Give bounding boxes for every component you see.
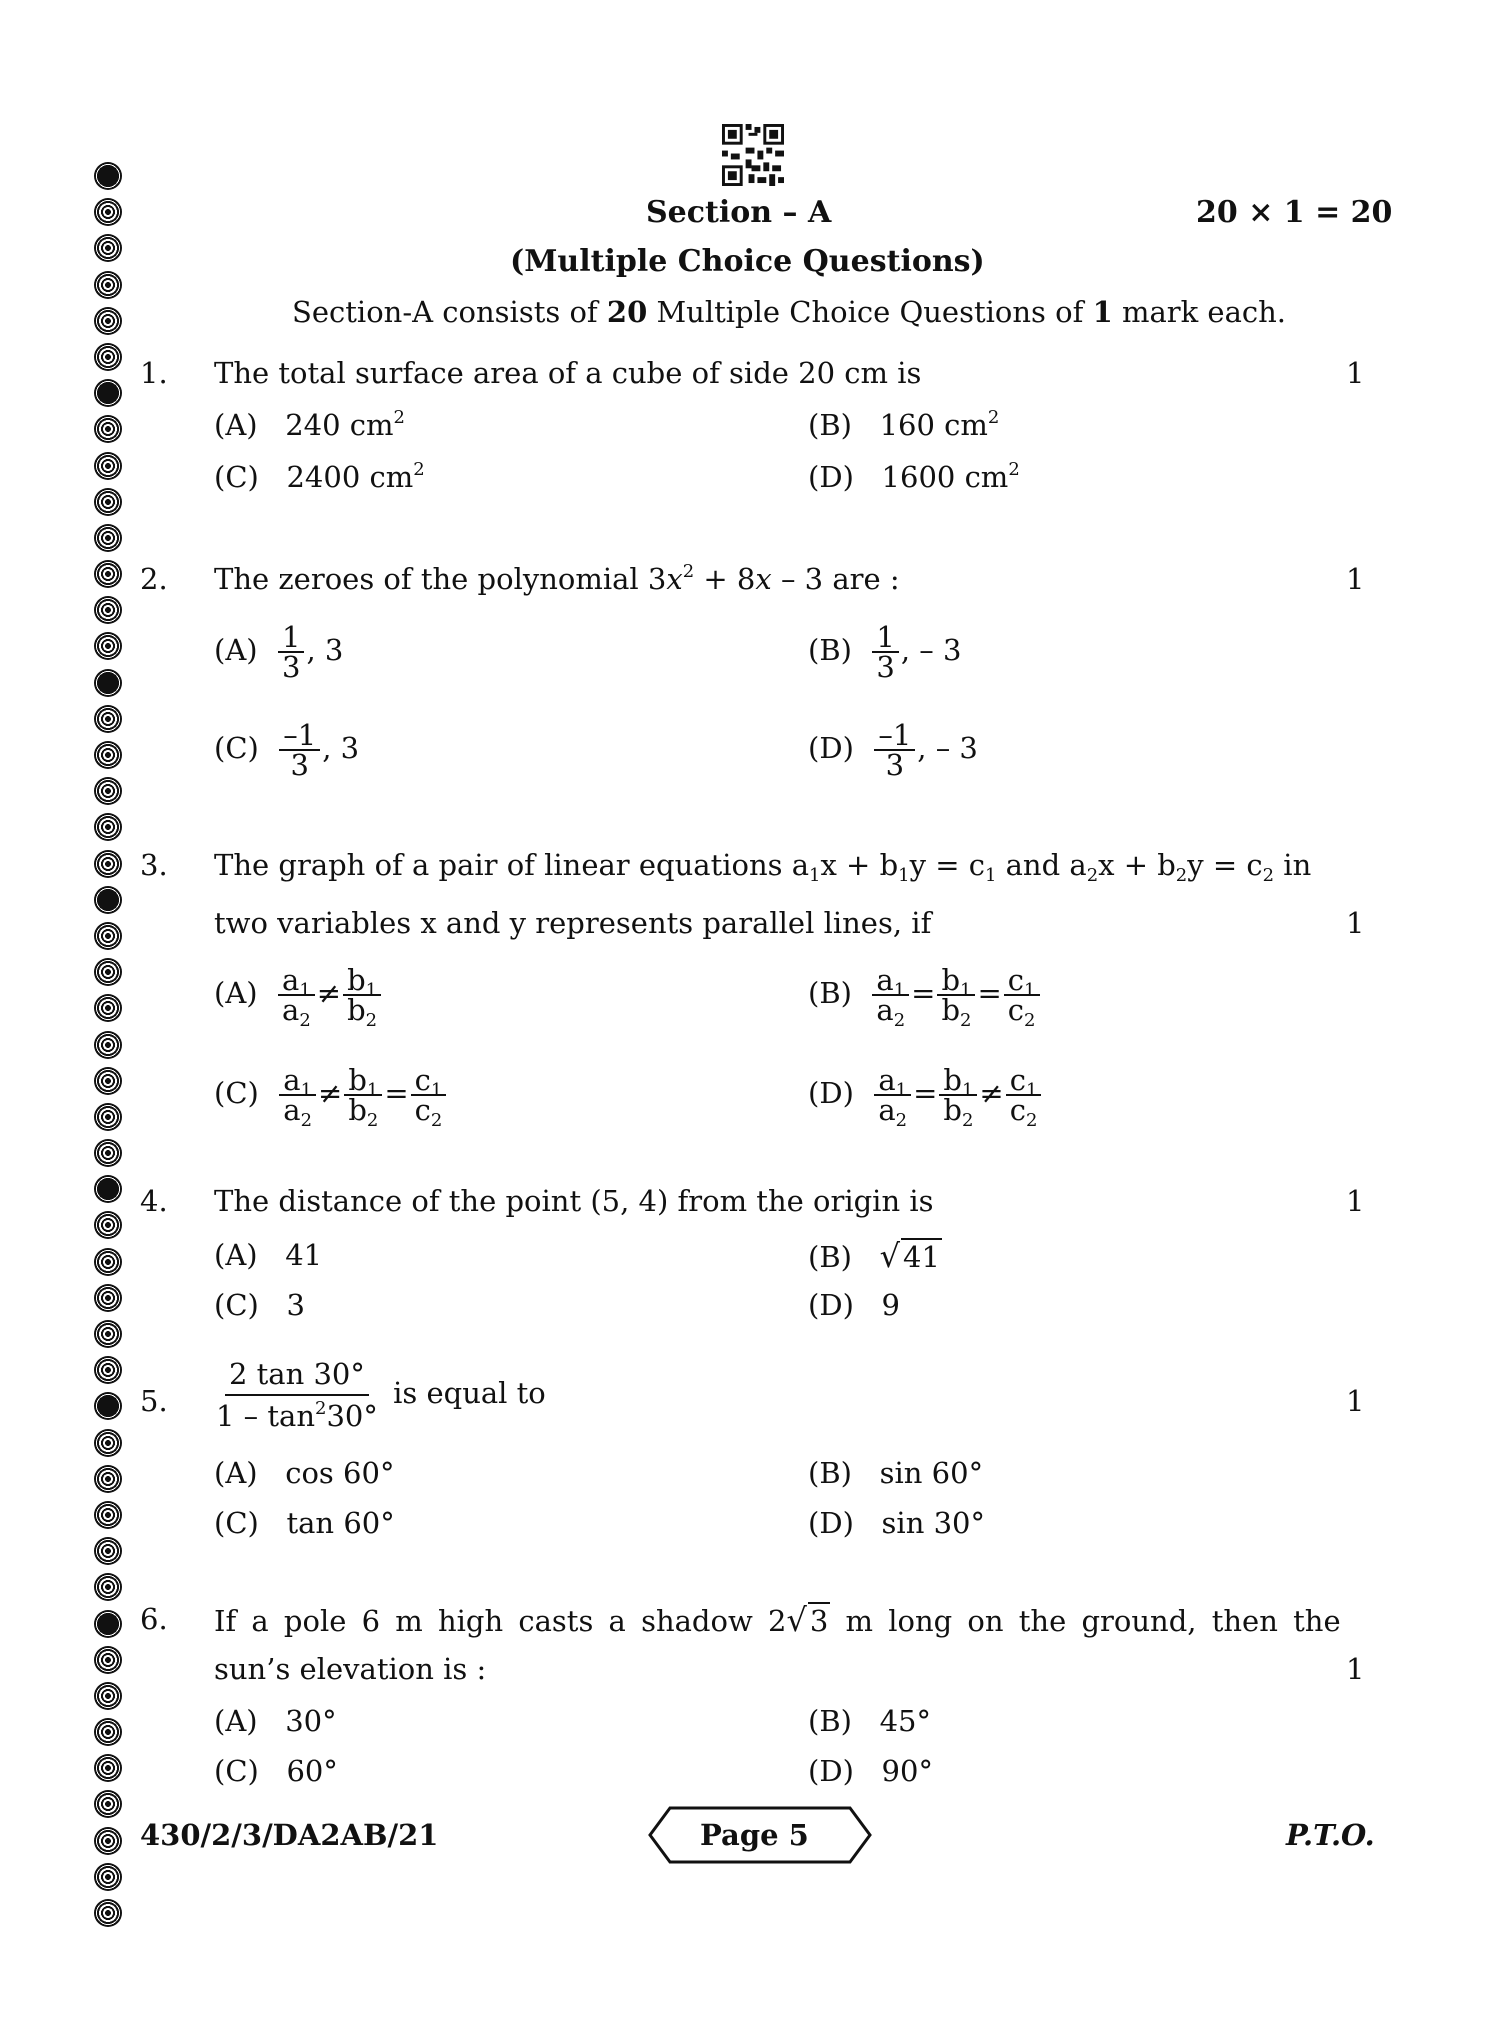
option-c[interactable]: (C) $\frac{-1}{3}$ , 3 bbox=[214, 718, 360, 782]
page-number: Page 5 bbox=[700, 1818, 809, 1852]
margin-ring-strip bbox=[94, 162, 134, 1935]
margin-ring-icon bbox=[94, 705, 122, 733]
section-title: Section – A bbox=[646, 195, 832, 230]
question-text: $\frac{2 \tan 30^\circ}{1 - \tan^230^\circ}$ is equal to bbox=[210, 1354, 546, 1436]
margin-ring-icon bbox=[94, 1103, 122, 1131]
margin-ring-icon bbox=[94, 234, 122, 262]
question-mark: 1 bbox=[1346, 906, 1365, 940]
option-d[interactable]: (D) 90° bbox=[808, 1754, 933, 1788]
margin-ring-icon bbox=[94, 1175, 122, 1203]
margin-ring-icon bbox=[94, 1863, 122, 1891]
option-c[interactable]: (C) tan 60° bbox=[214, 1506, 395, 1540]
question-text: The zeroes of the polynomial $3x^2 + 8x - 3$ are : bbox=[214, 561, 900, 596]
margin-ring-icon bbox=[94, 1139, 122, 1167]
option-d[interactable]: (D) $\frac{-1}{3}$ , – 3 bbox=[808, 718, 978, 782]
margin-ring-icon bbox=[94, 1465, 122, 1493]
question-mark: 1 bbox=[1346, 562, 1365, 596]
option-a[interactable]: (A) $\frac{a_1}{a_2}$ ≠ $\frac{b_1}{b_2}$ bbox=[214, 958, 383, 1028]
option-a[interactable]: (A) $\frac{1}{3}$ , 3 bbox=[214, 620, 344, 684]
margin-ring-icon bbox=[94, 1790, 122, 1818]
margin-ring-icon bbox=[94, 198, 122, 226]
margin-ring-icon bbox=[94, 632, 122, 660]
margin-ring-icon bbox=[94, 994, 122, 1022]
question-text-line1: The graph of a pair of linear equations $a_1x + b_1y = c_1$ and $a_2x + b_2y = c_2$ in bbox=[214, 848, 1312, 886]
section-subtitle: (Multiple Choice Questions) bbox=[510, 244, 985, 279]
option-b[interactable]: (B) $\frac{a_1}{a_2}$ = $\frac{b_1}{b_2}$ = $\frac{c_1}{c_2}$ bbox=[808, 958, 1042, 1028]
question-mark: 1 bbox=[1346, 356, 1365, 390]
option-b[interactable]: (B) 160 $cm^2$ bbox=[808, 407, 1000, 442]
margin-ring-icon bbox=[94, 1682, 122, 1710]
margin-ring-icon bbox=[94, 452, 122, 480]
option-b[interactable]: (B) √ 41 bbox=[808, 1237, 940, 1275]
section-instruction: Section-A consists of 20 Multiple Choice Questions of 1 mark each. bbox=[292, 295, 1286, 329]
option-b[interactable]: (B) sin 60° bbox=[808, 1456, 984, 1490]
margin-ring-icon bbox=[94, 1537, 122, 1565]
question-mark: 1 bbox=[1346, 1384, 1365, 1418]
margin-ring-icon bbox=[94, 560, 122, 588]
option-b[interactable]: (B) 45° bbox=[808, 1704, 932, 1738]
margin-ring-icon bbox=[94, 271, 122, 299]
margin-ring-icon bbox=[94, 307, 122, 335]
margin-ring-icon bbox=[94, 813, 122, 841]
option-d[interactable]: (D) sin 30° bbox=[808, 1506, 986, 1540]
question-text: The distance of the point (5, 4) from the origin is bbox=[214, 1184, 934, 1218]
margin-ring-icon bbox=[94, 415, 122, 443]
margin-ring-icon bbox=[94, 1067, 122, 1095]
option-a[interactable]: (A) 41 bbox=[214, 1238, 323, 1272]
question-number: 5. bbox=[140, 1384, 168, 1418]
option-c[interactable]: (C) 2400 $cm^2$ bbox=[214, 459, 425, 494]
margin-ring-icon bbox=[94, 850, 122, 878]
section-marks: 20 × 1 = 20 bbox=[1196, 195, 1393, 230]
question-text: The total surface area of a cube of side 20 cm is bbox=[214, 356, 922, 390]
question-mark: 1 bbox=[1346, 1652, 1365, 1686]
margin-ring-icon bbox=[94, 162, 122, 190]
margin-ring-icon bbox=[94, 343, 122, 371]
margin-ring-icon bbox=[94, 488, 122, 516]
margin-ring-icon bbox=[94, 922, 122, 950]
paper-code: 430/2/3/DA2AB/21 bbox=[140, 1818, 439, 1852]
margin-ring-icon bbox=[94, 379, 122, 407]
margin-ring-icon bbox=[94, 1646, 122, 1674]
margin-ring-icon bbox=[94, 596, 122, 624]
question-number: 1. bbox=[140, 356, 168, 390]
option-d[interactable]: (D) $\frac{a_1}{a_2}$ = $\frac{b_1}{b_2}$ ≠ $\frac{c_1}{c_2}$ bbox=[808, 1058, 1043, 1128]
margin-ring-icon bbox=[94, 1356, 122, 1384]
margin-ring-icon bbox=[94, 1211, 122, 1239]
question-text-line2: sun’s elevation is : bbox=[214, 1652, 487, 1686]
option-c[interactable]: (C) 3 bbox=[214, 1288, 305, 1322]
question-number: 6. bbox=[140, 1602, 168, 1636]
option-c[interactable]: (C) $\frac{a_1}{a_2}$ ≠ $\frac{b_1}{b_2}$ = $\frac{c_1}{c_2}$ bbox=[214, 1058, 448, 1128]
margin-ring-icon bbox=[94, 741, 122, 769]
question-number: 3. bbox=[140, 848, 168, 882]
margin-ring-icon bbox=[94, 524, 122, 552]
option-b[interactable]: (B) $\frac{1}{3}$ , – 3 bbox=[808, 620, 962, 684]
option-a[interactable]: (A) cos 60° bbox=[214, 1456, 395, 1490]
sqrt-icon: √ bbox=[879, 1237, 900, 1275]
question-number: 2. bbox=[140, 562, 168, 596]
option-d[interactable]: (D) 9 bbox=[808, 1288, 900, 1322]
option-a[interactable]: (A) 30° bbox=[214, 1704, 337, 1738]
margin-ring-icon bbox=[94, 1610, 122, 1638]
margin-ring-icon bbox=[94, 886, 122, 914]
margin-ring-icon bbox=[94, 1031, 122, 1059]
question-mark: 1 bbox=[1346, 1184, 1365, 1218]
margin-ring-icon bbox=[94, 1392, 122, 1420]
margin-ring-icon bbox=[94, 1501, 122, 1529]
margin-ring-icon bbox=[94, 1754, 122, 1782]
margin-ring-icon bbox=[94, 1284, 122, 1312]
margin-ring-icon bbox=[94, 958, 122, 986]
pto-label: P.T.O. bbox=[1286, 1818, 1375, 1852]
margin-ring-icon bbox=[94, 669, 122, 697]
margin-ring-icon bbox=[94, 1718, 122, 1746]
margin-ring-icon bbox=[94, 1573, 122, 1601]
margin-ring-icon bbox=[94, 777, 122, 805]
option-d[interactable]: (D) 1600 $cm^2$ bbox=[808, 459, 1020, 494]
option-a[interactable]: (A) 240 $cm^2$ bbox=[214, 407, 405, 442]
margin-ring-icon bbox=[94, 1429, 122, 1457]
question-text-line2: two variables x and y represents parallel lines, if bbox=[214, 906, 932, 940]
sqrt-icon: √ bbox=[786, 1601, 807, 1639]
margin-ring-icon bbox=[94, 1899, 122, 1927]
margin-ring-icon bbox=[94, 1248, 122, 1276]
margin-ring-icon bbox=[94, 1827, 122, 1855]
option-c[interactable]: (C) 60° bbox=[214, 1754, 338, 1788]
margin-ring-icon bbox=[94, 1320, 122, 1348]
question-text-line1: If a pole 6 m high casts a shadow 2√ 3 m long on the ground, then the bbox=[214, 1601, 1341, 1639]
qr-code-icon bbox=[722, 124, 784, 186]
question-number: 4. bbox=[140, 1184, 168, 1218]
